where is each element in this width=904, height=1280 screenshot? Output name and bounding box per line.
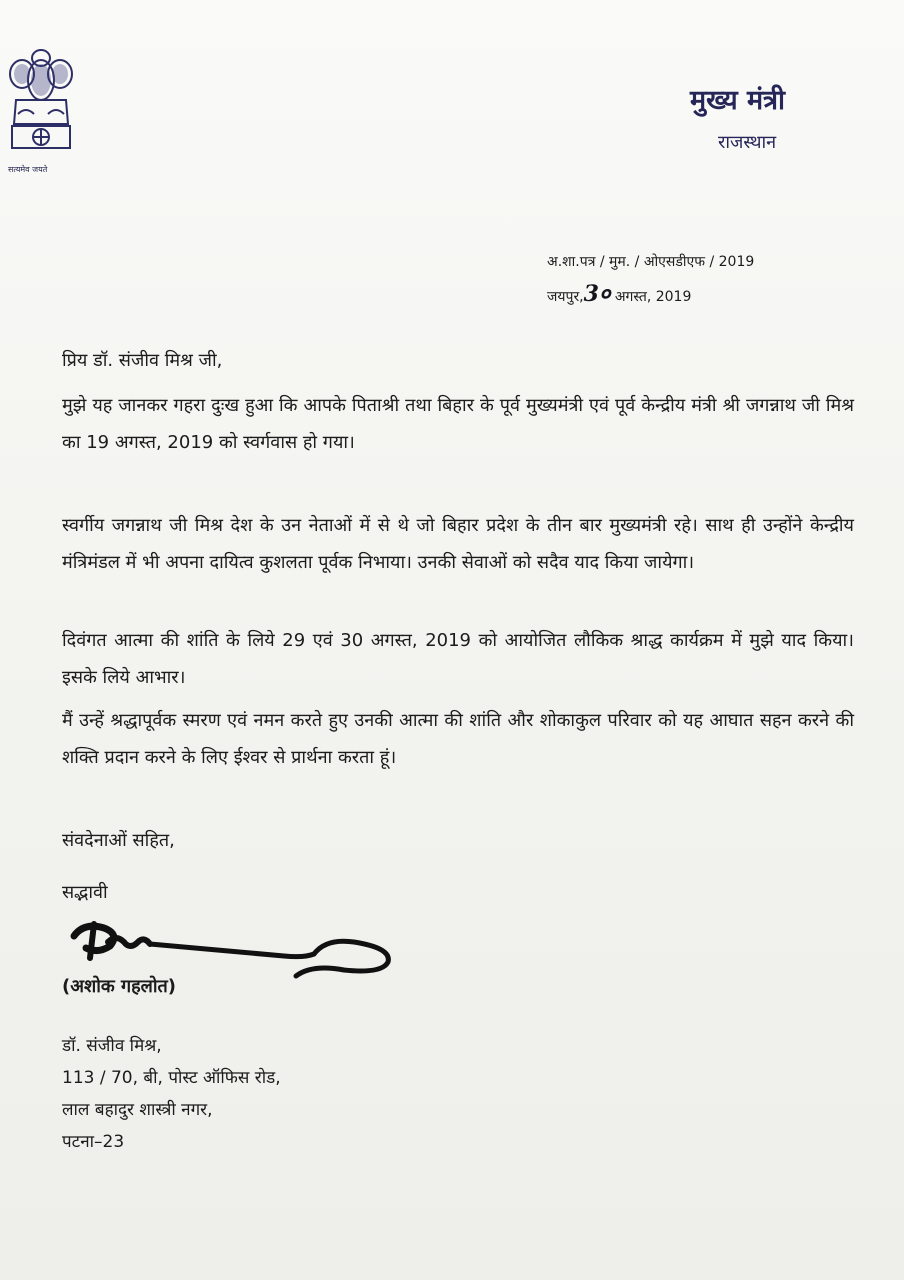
national-emblem-icon: [4, 44, 78, 164]
closing-line: संवदेनाओं सहित,: [62, 830, 175, 851]
address-line: 113 / 70, बी, पोस्ट ऑफिस रोड,: [62, 1068, 281, 1088]
recipient-address: [62, 1030, 281, 1158]
paragraph-tribute: स्वर्गीय जगन्नाथ जी मिश्र देश के उन नेताओं में से थे जो बिहार प्रदेश के तीन बार मुख्यमंत्री रहे। साथ ही उन्होंने केन्द्रीय मंत्रिमंडल में भी अपना दायित्व कुशलता पूर्वक निभाया। उनकी सेवाओं को सदैव याद किया जायेगा।: [62, 515, 854, 573]
office-state: राजस्थान: [718, 132, 777, 153]
date-day-handwritten: 3०: [583, 281, 611, 307]
address-line: डॉ. संजीव मिश्र,: [62, 1036, 162, 1056]
address-line: पटना–23: [62, 1132, 125, 1152]
paragraph-condolence: मुझे यह जानकर गहरा दुःख हुआ कि आपके पिताश्री तथा बिहार के पूर्व मुख्यमंत्री एवं पूर्व केन्द्रीय मंत्री श्री जगन्नाथ जी मिश्र का 19 अगस्त, 2019 को स्वर्गवास हो गया।: [62, 395, 854, 453]
regards-line: सद्भावी: [62, 882, 108, 903]
office-title: मुख्य मंत्री: [690, 85, 786, 116]
salutation: प्रिय डॉ. संजीव मिश्र जी,: [62, 350, 223, 371]
date-place: जयपुर,: [547, 289, 584, 305]
address-line: लाल बहादुर शास्त्री नगर,: [62, 1100, 213, 1120]
signer-name: (अशोक गहलोत): [62, 976, 177, 997]
paragraph-prayer: मैं उन्हें श्रद्धापूर्वक स्मरण एवं नमन करते हुए उनकी आत्मा की शांति और शोकाकुल परिवार को यह आघात सहन करने की शक्ति प्रदान करने के लिए ईश्वर से प्रार्थना करता हूं।: [62, 710, 854, 768]
letter-date: [547, 278, 691, 308]
emblem-motto: सत्यमेव जयते: [8, 165, 48, 174]
reference-number: अ.शा.पत्र / मुम. / ओएसडीएफ / 2019: [547, 254, 755, 270]
paragraph-gratitude: दिवंगत आत्मा की शांति के लिये 29 एवं 30 अगस्त, 2019 को आयोजित लौकिक श्राद्ध कार्यक्रम में मुझे याद किया। इसके लिये आभार।: [62, 630, 854, 688]
date-month-year: अगस्त, 2019: [614, 289, 692, 305]
